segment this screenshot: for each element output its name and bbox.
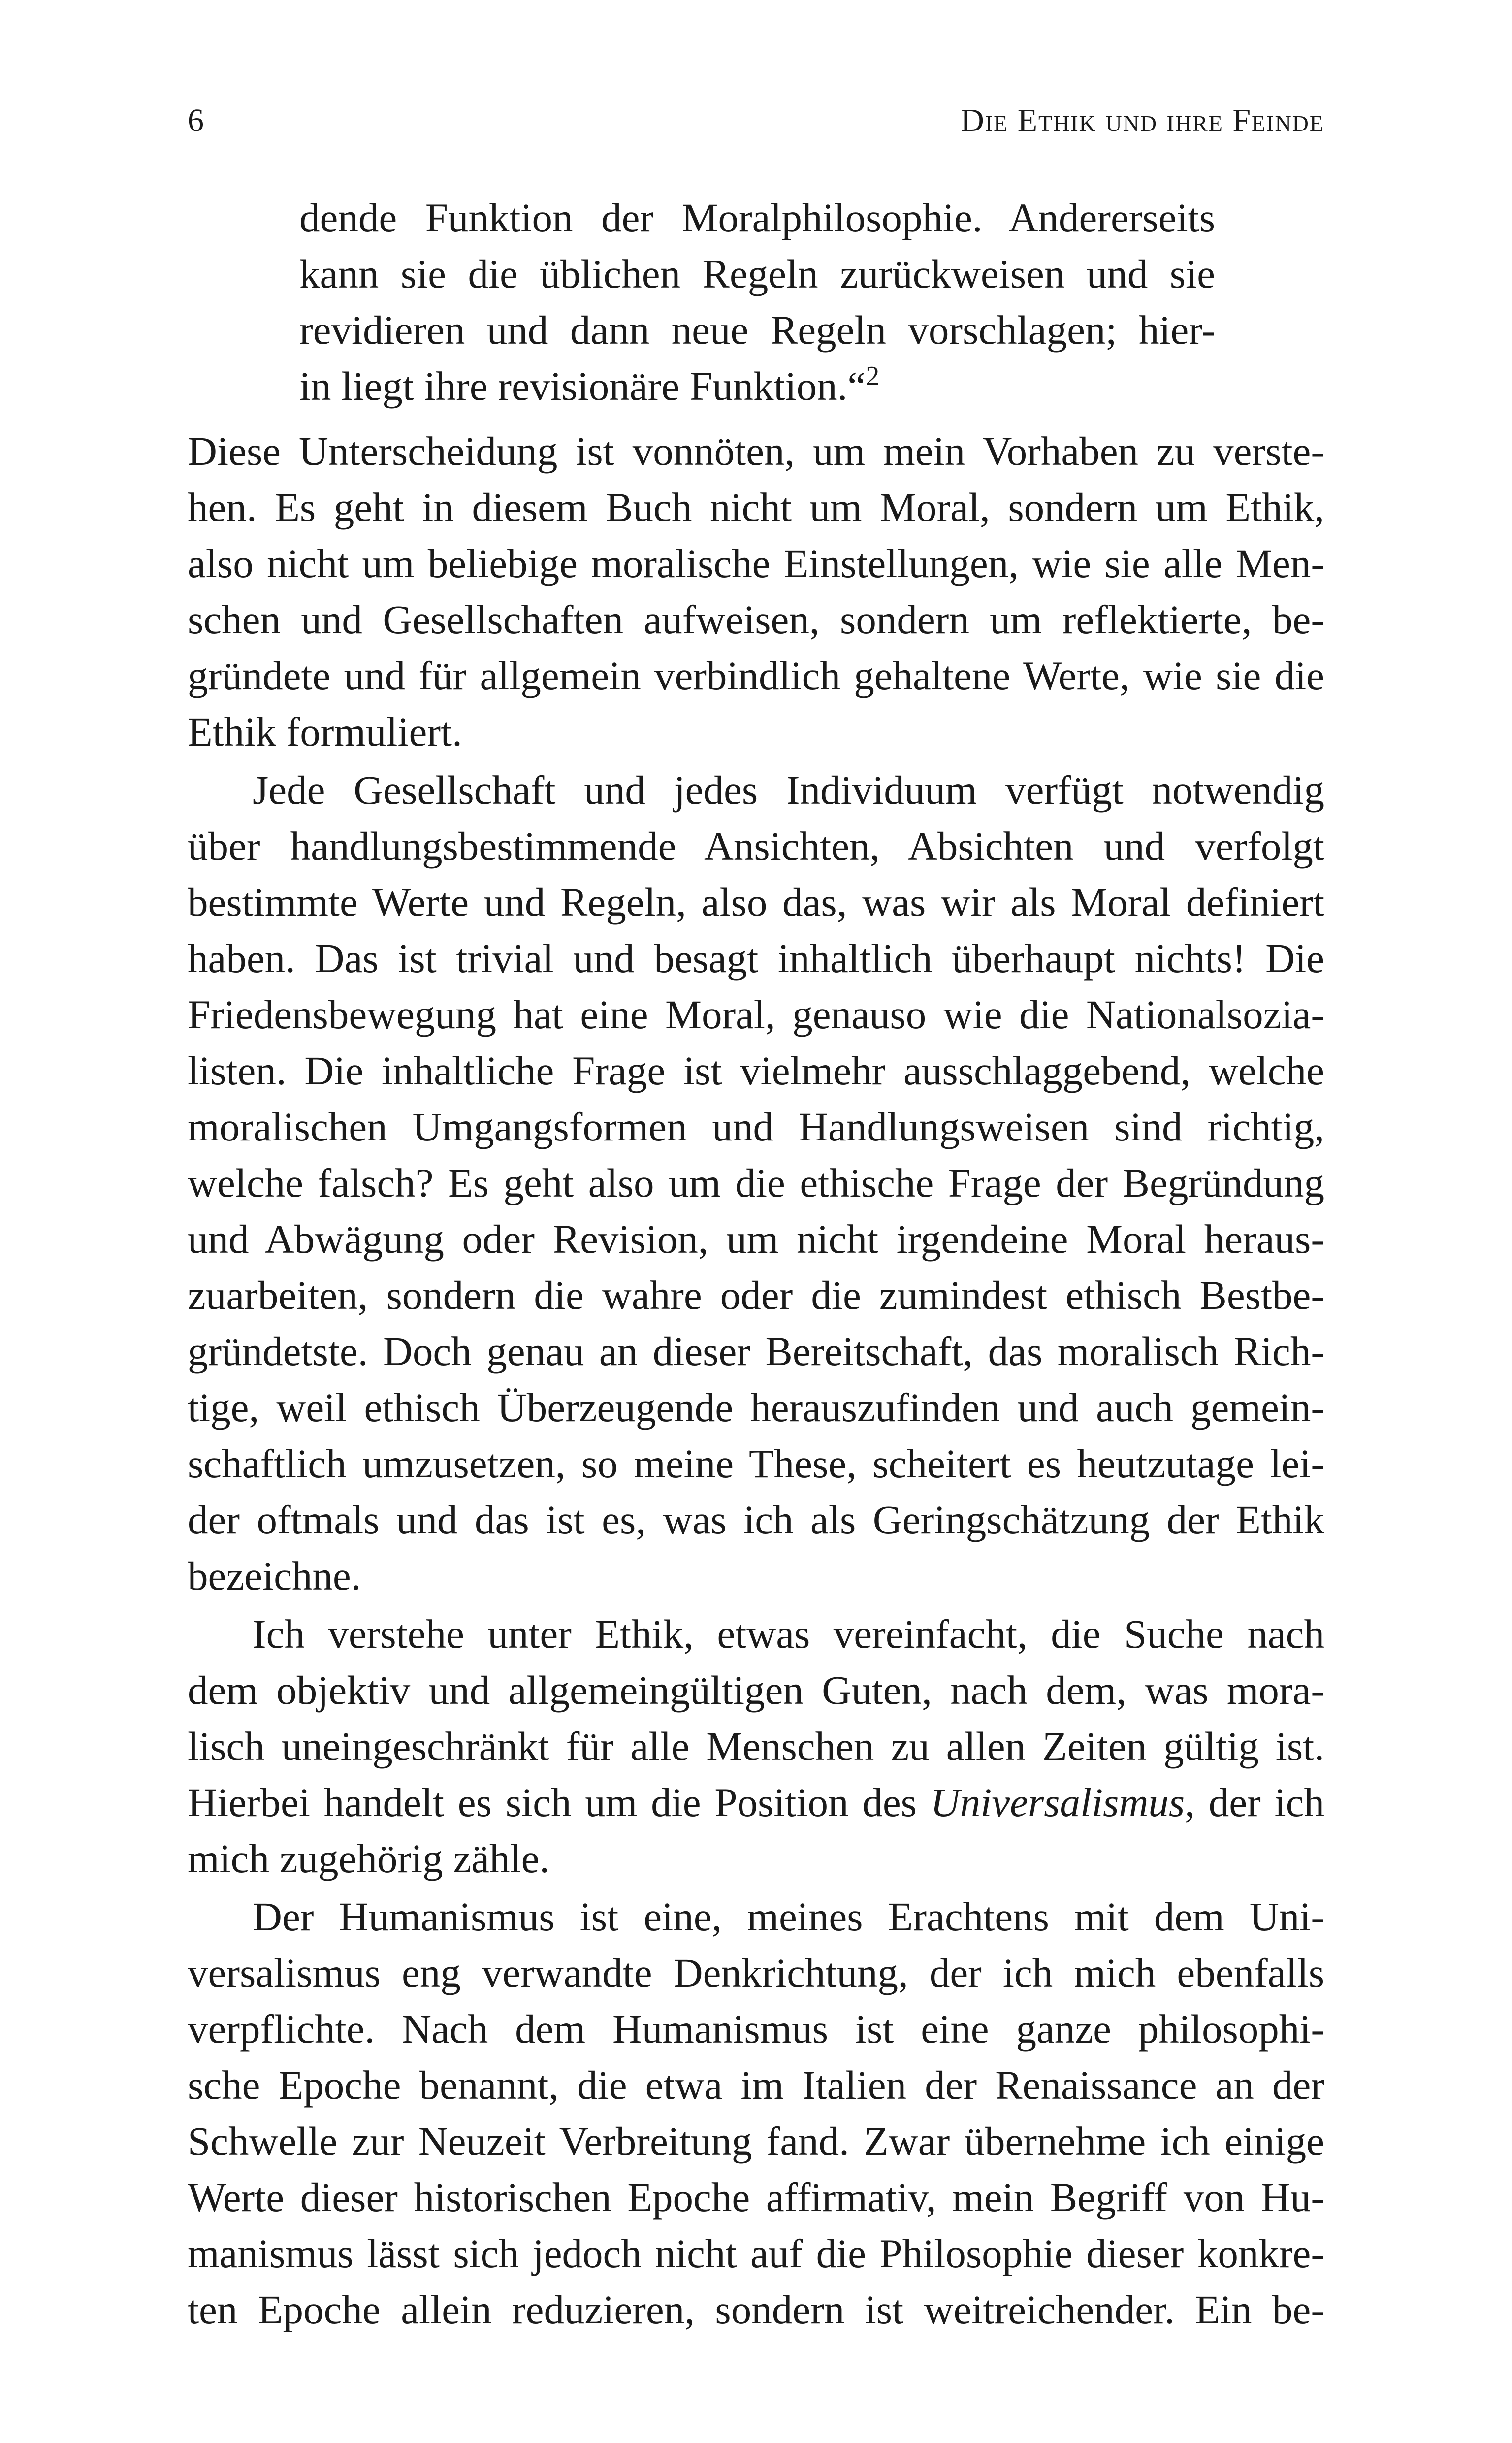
text-line: tige, weil ethisch Überzeugende herauszufinden und auch gemein- (188, 1385, 1324, 1430)
text-line: der oftmals und das ist es, was ich als Geringschätzung der Ethik (188, 1497, 1324, 1542)
quote-line: dende Funktion der Moralphilosophie. Andererseits (299, 195, 1215, 240)
text-line: Ethik formuliert. (188, 709, 462, 754)
paragraph-1 (188, 423, 1324, 760)
text-line: Jede Gesellschaft und jedes Individuum verfügt notwendig (253, 767, 1324, 813)
text-line: versalismus eng verwandte Denkrichtung, der ich mich ebenfalls (188, 1950, 1324, 1995)
text-line: Werte dieser historischen Epoche affirmativ, mein Begriff von Hu- (188, 2175, 1324, 2220)
paragraph-3 (188, 1606, 1324, 1887)
text-line: bezeichne. (188, 1553, 361, 1598)
quote-line: kann sie die üblichen Regeln zurückweisen und sie (299, 251, 1215, 296)
text-line: verpflichte. Nach dem Humanismus ist eine ganze philosophi- (188, 2006, 1324, 2052)
text-line: und Abwägung oder Revision, um nicht irgendeine Moral heraus- (188, 1216, 1324, 1262)
emphasized-term: Universalismus (930, 1780, 1185, 1825)
text-line: welche falsch? Es geht also um die ethische Frage der Begründung (188, 1160, 1324, 1205)
text-line: manismus lässt sich jedoch nicht auf die Philosophie dieser konkre- (188, 2231, 1324, 2276)
text-line: sche Epoche benannt, die etwa im Italien der Renaissance an der (188, 2062, 1324, 2108)
page-number: 6 (188, 102, 204, 138)
text-line: Friedensbewegung hat eine Moral, genauso wie die Nationalsozia- (188, 992, 1324, 1037)
text-line: hen. Es geht in diesem Buch nicht um Moral, sondern um Ethik, (188, 485, 1324, 530)
text-segment: Hierbei handelt es sich um die Position des (188, 1780, 931, 1825)
paragraph-4 (188, 1889, 1324, 2338)
quote-line-last (299, 358, 1215, 414)
text-line: also nicht um beliebige moralische Einstellungen, wie sie alle Men- (188, 541, 1324, 586)
text-line: gründetste. Doch genau an dieser Bereitschaft, das moralisch Rich- (188, 1329, 1324, 1374)
paragraph-2 (188, 762, 1324, 1604)
text-line: moralischen Umgangsformen und Handlungsweisen sind richtig, (188, 1104, 1324, 1149)
text-line: haben. Das ist trivial und besagt inhaltlich überhaupt nichts! Die (188, 936, 1324, 981)
running-header (188, 94, 1324, 148)
quote-line: revidieren und dann neue Regeln vorschlagen; hier- (299, 307, 1215, 353)
text-line: schaftlich umzusetzen, so meine These, scheitert es heutzutage lei- (188, 1441, 1324, 1486)
text-line: schen und Gesellschaften aufweisen, sondern um reflektierte, be- (188, 597, 1324, 642)
running-title: Die Ethik und ihre Feinde (961, 102, 1324, 138)
quote-line-text: in liegt ihre revisionäre Funktion.“ (299, 363, 866, 409)
text-line: mich zugehörig zähle. (188, 1836, 550, 1881)
text-line: dem objektiv und allgemeingültigen Guten, nach dem, was mora- (188, 1667, 1324, 1713)
text-line: Diese Unterscheidung ist vonnöten, um mein Vorhaben zu verste- (188, 428, 1324, 474)
text-line: listen. Die inhaltliche Frage ist vielmehr ausschlaggebend, welche (188, 1048, 1324, 1093)
text-line: lisch uneingeschränkt für alle Menschen zu allen Zeiten gültig ist. (188, 1724, 1324, 1769)
text-line: über handlungsbestimmende Ansichten, Absichten und verfolgt (188, 823, 1324, 869)
text-segment: , der ich (1185, 1780, 1324, 1825)
text-line: bestimmte Werte und Regeln, also das, was wir als Moral definiert (188, 879, 1324, 925)
footnote-reference: 2 (866, 361, 880, 391)
text-line: gründete und für allgemein verbindlich gehaltene Werte, wie sie die (188, 653, 1324, 698)
text-line: Ich verstehe unter Ethik, etwas vereinfacht, die Suche nach (253, 1611, 1324, 1657)
text-line-with-emphasis (188, 1774, 1324, 1830)
block-quote (299, 190, 1215, 414)
text-line: Schwelle zur Neuzeit Verbreitung fand. Zwar übernehme ich einige (188, 2118, 1324, 2164)
body-text (188, 190, 1324, 2340)
text-line: zuarbeiten, sondern die wahre oder die zumindest ethisch Bestbe- (188, 1272, 1324, 1318)
text-line: ten Epoche allein reduzieren, sondern ist weitreichender. Ein be- (188, 2287, 1324, 2332)
text-line: Der Humanismus ist eine, meines Erachtens mit dem Uni- (253, 1894, 1324, 1939)
